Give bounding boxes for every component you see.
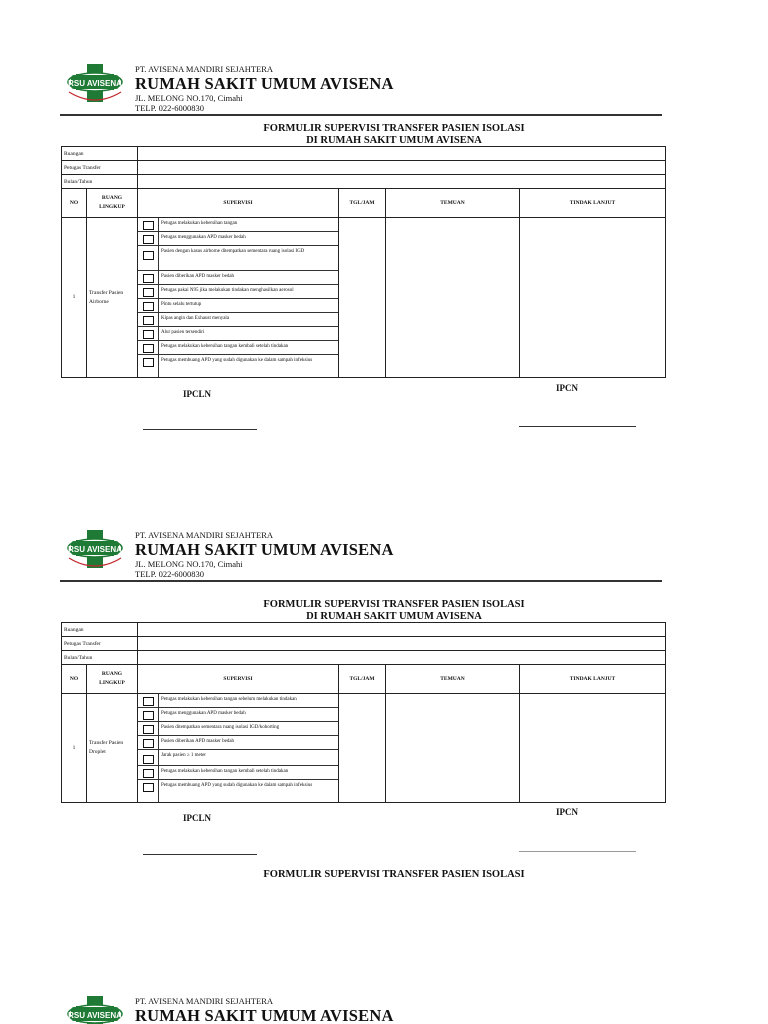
col-header-tgl-jam: TGL/JAM (339, 189, 386, 218)
col-header-supervisi: SUPERVISI (138, 189, 339, 218)
supervision-item: Pasien dengan kasus airborne ditempatkan sementara ruang isolasi IGD (138, 246, 338, 271)
svg-text:RSU AVISENA: RSU AVISENA (68, 545, 122, 554)
hospital-logo (65, 528, 125, 574)
svg-text:RSU AVISENA: RSU AVISENA (68, 79, 122, 88)
supervision-item: Petugas menggunakan APD masker bedah (138, 232, 338, 246)
supervision-item: Pasien ditempatkan sementara ruang isolasi IGD/kohorting (138, 722, 338, 736)
hospital-phone: TELP. 022-6000830 (135, 103, 204, 113)
tgl-jam-cell[interactable] (339, 218, 386, 378)
form-section-partial (0, 994, 768, 1024)
supervision-item: Alur pasien tersendiri (138, 327, 338, 341)
supervision-item: Petugas melakukan kebersihan tangan kembali setelah tindakan (138, 341, 338, 355)
col-header-tgl-jam: TGL/JAM (339, 665, 386, 694)
form-subtitle: DI RUMAH SAKIT UMUM AVISENA (306, 135, 482, 146)
info-label-petugas: Petugas Transfer (62, 637, 138, 651)
tindak-lanjut-cell[interactable] (520, 694, 666, 803)
supervision-item: Petugas membuang APD yang sudah digunakan ke dalam sampah infeksius (138, 355, 338, 377)
supervision-items (138, 218, 338, 377)
header-divider (60, 114, 662, 116)
col-header-supervisi: SUPERVISI (138, 665, 339, 694)
row-number: 1 (62, 218, 87, 378)
form-section-droplet (0, 528, 768, 908)
supervision-item: Petugas membuang APD yang sudah digunakan ke dalam sampah infeksius (138, 780, 338, 802)
signature-line-ipcln[interactable] (143, 429, 257, 430)
info-field-bulan-tahun[interactable] (138, 651, 666, 665)
tindak-lanjut-cell[interactable] (520, 218, 666, 378)
supervision-table (61, 622, 666, 803)
row-number: 1 (62, 694, 87, 803)
hospital-logo (65, 62, 125, 108)
checkbox[interactable] (143, 755, 154, 764)
form-section-airborne (0, 62, 768, 442)
company-name: PT. AVISENA MANDIRI SEJAHTERA (135, 530, 274, 540)
checkbox[interactable] (143, 697, 154, 706)
header-divider (60, 580, 662, 582)
form-title: FORMULIR SUPERVISI TRANSFER PASIEN ISOLASI (263, 599, 525, 610)
checkbox[interactable] (143, 358, 154, 367)
signature-label-ipcln: IPCLN (183, 389, 212, 399)
hospital-name: RUMAH SAKIT UMUM AVISENA (135, 540, 394, 559)
supervision-item: Petugas menggunakan APD masker bedah (138, 708, 338, 722)
info-label-petugas: Petugas Transfer (62, 161, 138, 175)
col-header-tindak-lanjut: TINDAK LANJUT (520, 665, 666, 694)
checkbox[interactable] (143, 769, 154, 778)
company-name: PT. AVISENA MANDIRI SEJAHTERA (135, 996, 274, 1006)
info-field-bulan-tahun[interactable] (138, 175, 666, 189)
signature-line-ipcln[interactable] (143, 854, 257, 855)
checkbox[interactable] (143, 221, 154, 230)
checkbox[interactable] (143, 330, 154, 339)
supervision-item: Petugas pakai N95 jika melakukan tindakan menghasilkan aerosol (138, 285, 338, 299)
checkbox[interactable] (143, 725, 154, 734)
hospital-logo (65, 994, 125, 1024)
col-header-no: NO (62, 189, 87, 218)
hospital-address: JL. MELONG NO.170, Cimahi (135, 559, 243, 569)
form-title-next: FORMULIR SUPERVISI TRANSFER PASIEN ISOLASI (263, 869, 525, 880)
checkbox[interactable] (143, 288, 154, 297)
info-field-ruangan[interactable] (138, 623, 666, 637)
checkbox[interactable] (143, 344, 154, 353)
form-subtitle: DI RUMAH SAKIT UMUM AVISENA (306, 611, 482, 622)
row-scope: Transfer Pasien Droplet (87, 694, 138, 803)
info-field-petugas[interactable] (138, 161, 666, 175)
supervision-item: Pasien diberikan APD masker bedah (138, 736, 338, 750)
info-label-bulan-tahun: Bulan/Tahun (62, 175, 138, 189)
hospital-name: RUMAH SAKIT UMUM AVISENA (135, 74, 394, 93)
supervision-item: Pintu selalu tertutup (138, 299, 338, 313)
col-header-no: NO (62, 665, 87, 694)
supervision-items-cell (138, 218, 339, 378)
hospital-address: JL. MELONG NO.170, Cimahi (135, 93, 243, 103)
supervision-items (138, 694, 338, 802)
table-row (62, 694, 666, 803)
supervision-item: Petugas melakukan kebersihan tangan kembali setelah tindakan (138, 766, 338, 780)
temuan-cell[interactable] (386, 218, 520, 378)
tgl-jam-cell[interactable] (339, 694, 386, 803)
supervision-table (61, 146, 666, 378)
supervision-item: Petugas melakukan kebersihan tangan sebelum melakukan tindakan (138, 694, 338, 708)
signature-label-ipcn: IPCN (556, 807, 578, 817)
supervision-item: Pasien diberikan APD masker bedah (138, 271, 338, 285)
supervision-item: Kipas angin dan Exhaust menyala (138, 313, 338, 327)
info-field-ruangan[interactable] (138, 147, 666, 161)
form-title: FORMULIR SUPERVISI TRANSFER PASIEN ISOLASI (263, 123, 525, 134)
row-scope: Transfer Pasien Airborne (87, 218, 138, 378)
checkbox[interactable] (143, 711, 154, 720)
supervision-item: Jarak pasien ≥ 1 meter (138, 750, 338, 766)
signature-line-ipcn[interactable] (519, 851, 636, 852)
col-header-ruang-lingkup: RUANG LINGKUP (87, 189, 138, 218)
table-row (62, 218, 666, 378)
checkbox[interactable] (143, 235, 154, 244)
hospital-name: RUMAH SAKIT UMUM AVISENA (135, 1006, 394, 1024)
checkbox[interactable] (143, 302, 154, 311)
company-name: PT. AVISENA MANDIRI SEJAHTERA (135, 64, 274, 74)
col-header-temuan: TEMUAN (386, 665, 520, 694)
col-header-temuan: TEMUAN (386, 189, 520, 218)
checkbox[interactable] (143, 251, 154, 260)
hospital-phone: TELP. 022-6000830 (135, 569, 204, 579)
supervision-item: Petugas melakukan kebersihan tangan (138, 218, 338, 232)
temuan-cell[interactable] (386, 694, 520, 803)
checkbox[interactable] (143, 274, 154, 283)
signature-label-ipcln: IPCLN (183, 813, 212, 823)
signature-line-ipcn[interactable] (519, 426, 636, 427)
checkbox[interactable] (143, 739, 154, 748)
supervision-items-cell (138, 694, 339, 803)
col-header-tindak-lanjut: TINDAK LANJUT (520, 189, 666, 218)
info-label-ruangan: Ruangan (62, 147, 138, 161)
signature-label-ipcn: IPCN (556, 383, 578, 393)
info-label-bulan-tahun: Bulan/Tahun (62, 651, 138, 665)
info-label-ruangan: Ruangan (62, 623, 138, 637)
checkbox[interactable] (143, 783, 154, 792)
svg-text:RSU AVISENA: RSU AVISENA (68, 1011, 122, 1020)
col-header-ruang-lingkup: RUANG LINGKUP (87, 665, 138, 694)
info-field-petugas[interactable] (138, 637, 666, 651)
checkbox[interactable] (143, 316, 154, 325)
